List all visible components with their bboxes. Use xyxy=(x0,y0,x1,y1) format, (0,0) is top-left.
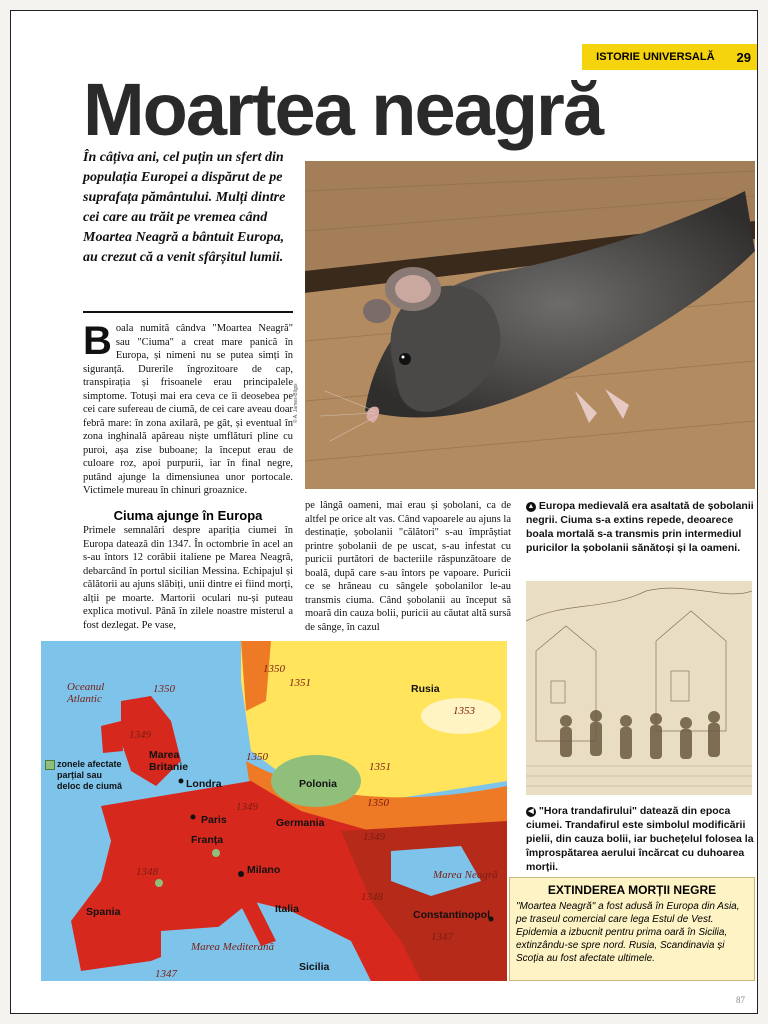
legend-text: zonele afectate parțial sau deloc de ciumă xyxy=(57,759,123,791)
info-box-text: "Moartea Neagră" a fost adusă în Europa din Asia, pe traseul comercial care lega Estul de Vest. Epidemia a izbucnit pentru prima oară în Sicilia, extinzându-se spre nord. Rusia, Scandinavia și Scoția au fost afectate ultimele. xyxy=(516,901,740,964)
map-legend xyxy=(45,759,127,792)
legend-swatch xyxy=(45,760,55,770)
page-number: 29 xyxy=(736,49,751,65)
year-label: 1348 xyxy=(361,891,383,903)
rat-photo xyxy=(305,161,755,489)
place-sicilia: Sicilia xyxy=(299,961,330,973)
arrow-left-icon: ◀ xyxy=(526,807,536,817)
year-label: 1350 xyxy=(153,683,175,695)
year-label: 1353 xyxy=(453,705,475,717)
arrow-up-icon: ▲ xyxy=(527,503,535,510)
place-constantinopol: Constantinopol xyxy=(413,909,490,921)
page xyxy=(10,10,758,1014)
place-marea-britanie: Marea Britanie xyxy=(149,749,189,773)
article-paragraph-3: pe lângă oameni, mai erau și șobolani, ca de altfel pe orice alt vas. Când vapoarele au ajuns la destinație, șobolanii "călători" s-au împrăștiat printre șobolanii de pe uscat, s-au infestat cu puricii purtători de bacteriile răspunzătoare de boală, după care s-au întors pe vapoare. Puricii ce se hrăneau cu sângele șobolanilor le-au transmis ciuma. Când șobolanii au început să moară din cauza bolii, puricii au căutat altă sursă de sânge, în cazul xyxy=(305,500,511,633)
place-germania: Germania xyxy=(276,817,325,829)
place-paris: Paris xyxy=(201,814,227,826)
year-label: 1350 xyxy=(367,797,389,809)
year-label: 1351 xyxy=(289,677,311,689)
page-footer-number: 87 xyxy=(736,995,745,1005)
year-label: 1350 xyxy=(246,751,268,763)
page-title: Moartea neagră xyxy=(83,68,602,151)
year-label: 1347 xyxy=(155,968,177,980)
article-subhead: Ciuma ajunge în Europa xyxy=(113,508,263,523)
place-franta: Franța xyxy=(191,834,224,846)
year-label: 1351 xyxy=(369,761,391,773)
rat-caption: ▲ Europa medievală era asaltată de șobolanii negrii. Ciuma s-a extins repede, deoarece boala mortală s-a transmis prin intermediul puricilor la șobolanii sănătoși și la oameni. xyxy=(526,500,754,554)
place-milano: Milano xyxy=(247,864,281,876)
year-label: 1350 xyxy=(263,663,285,675)
info-box-title: EXTINDEREA MORȚII NEGRE xyxy=(547,883,717,897)
plague-spread-map xyxy=(41,641,507,981)
year-label: 1349 xyxy=(236,801,258,813)
year-label: 1347 xyxy=(431,931,453,943)
dance-caption: ◀ "Hora trandafirului" datează din epoca ciumei. Trandafirul este simbolul modificării pielii, din cauza bolii, iar buchețelul folosea la împrospătarea aerului încărcat cu duhoarea morții. xyxy=(526,805,754,873)
photo-credit: © A. James-Bilgoi xyxy=(293,383,299,423)
section-header xyxy=(582,44,757,70)
place-polonia: Polonia xyxy=(299,778,337,790)
sea-label-black: Marea Neagră xyxy=(433,869,498,881)
year-label: 1348 xyxy=(136,866,158,878)
article-paragraph-1: Boala numită cândva "Moartea Neagră" sau "Ciuma" a creat mare panică în Europa, și nimeni nu se putea simți în siguranță. Durerile îngrozitoare de cap, transpirația și frisoanele erau principalele simptome. Totuși mai era ceva ce îi deosebea pe cei care sufereau de ciumă, de cei care aveau doar febră mare: în zona axilară, pe gât, și eventual în zona inghinală apăreau niște umflături pline cu puroi, așa zise buboane; la început erau de culoare roz, apoi purpurii, iar în final negre, putând ajunge la dimensiunea unor portocale. Victimele mureau în chinuri groaznice. xyxy=(83,319,293,496)
divider xyxy=(83,311,293,313)
year-label: 1349 xyxy=(129,729,151,741)
section-label: ISTORIE UNIVERSALĂ xyxy=(596,51,715,63)
dance-engraving xyxy=(526,581,752,795)
year-label: 1349 xyxy=(363,831,385,843)
place-spania: Spania xyxy=(86,906,121,918)
place-londra: Londra xyxy=(186,778,222,790)
info-box xyxy=(509,877,755,981)
place-italia: Italia xyxy=(275,903,299,915)
intro-text: În câțiva ani, cel puțin un sfert din populația Europei a dispărut de pe suprafața pământului. Mulți dintre cei care au trăit pe vremea când Moartea Neagră a bântuit Europa, au crezut că a venit sfârșitul lumii. xyxy=(83,150,286,265)
sea-label-atlantic: Oceanul Atlantic xyxy=(67,681,105,705)
drop-cap: B xyxy=(83,319,112,363)
sea-label-med: Marea Mediterană xyxy=(191,941,274,953)
article-paragraph-2: Primele semnalări despre apariția ciumei în Europa datează din 1347. În octombrie în acel an s-au întors 12 corăbii italiene pe Marea Neagră, debarcând în portul sicilian Messina. Echipajul și călătorii au ajuns slăbiți, unii dintre ei fiind morți, alții pe moarte. Martorii oculari nu-și puteau explica motivul. Până în zilele noastre misterul a fost dezlegat. Pe vase, xyxy=(83,525,293,631)
place-rusia: Rusia xyxy=(411,683,440,695)
